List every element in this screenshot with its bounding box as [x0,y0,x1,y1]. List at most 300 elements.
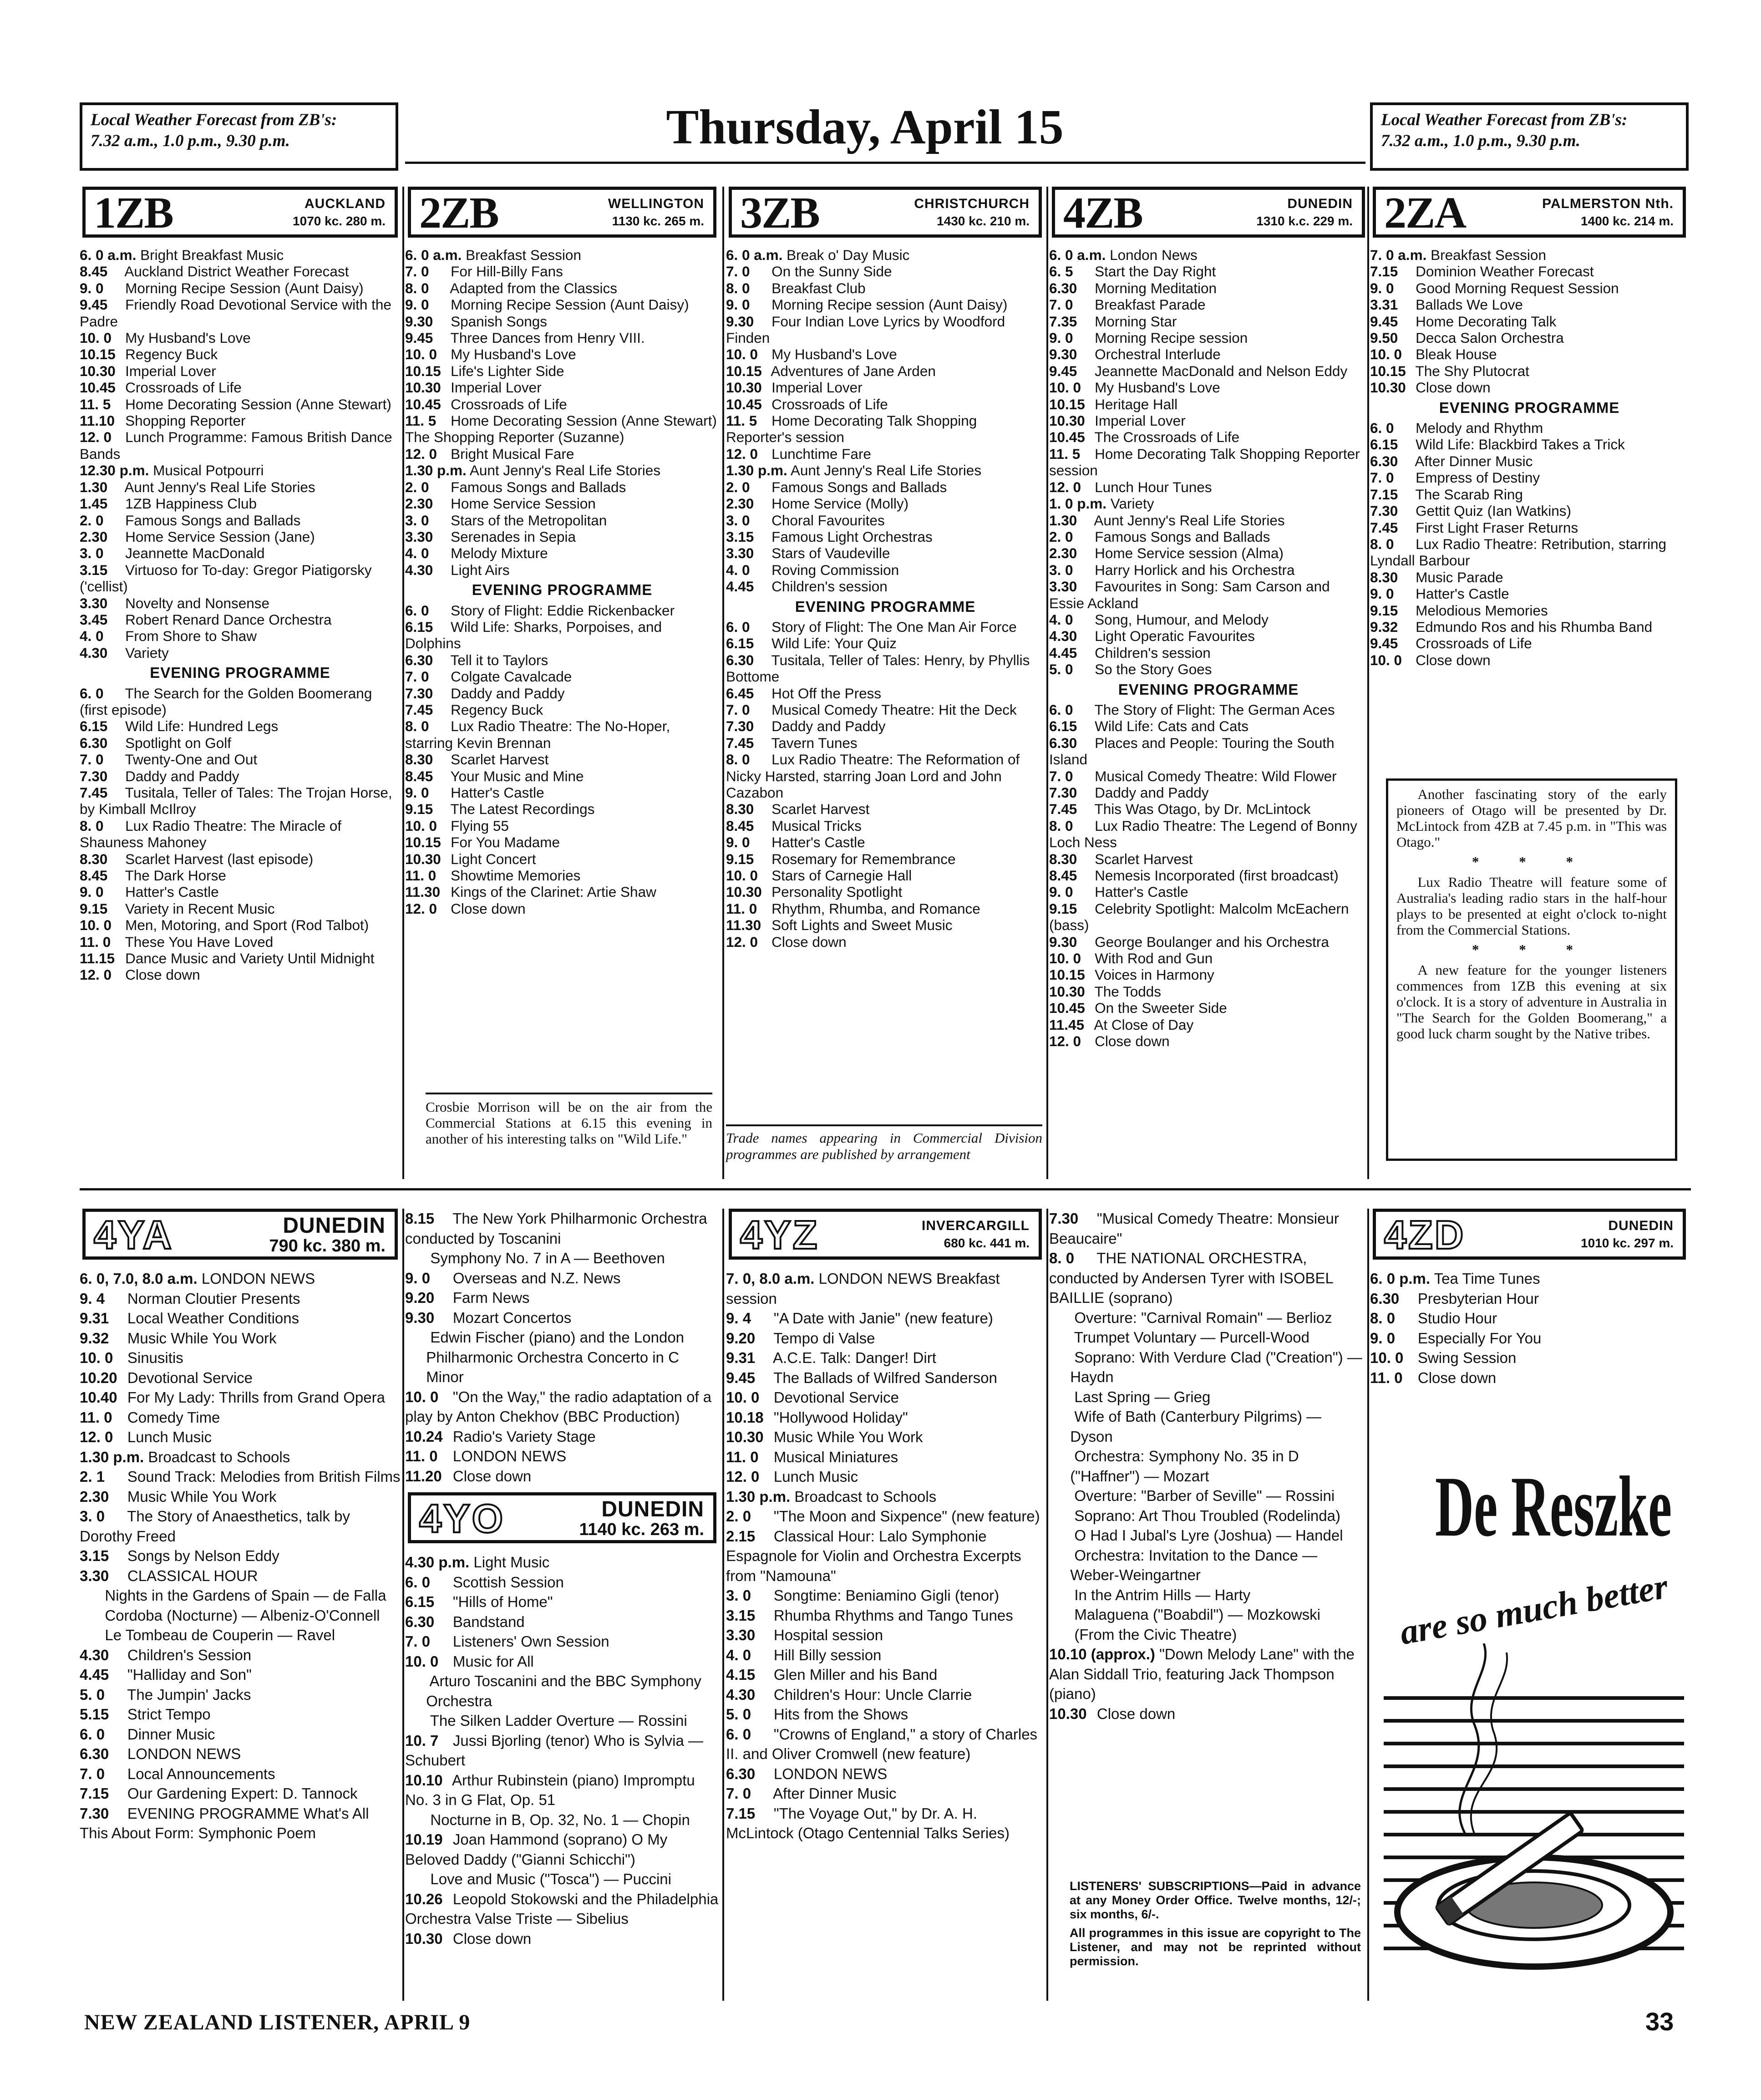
programme-title: Lux Radio Theatre: The No-Hoper, starring Kevin Brennan [405,718,670,751]
programme-time: 7.45 [1049,801,1077,818]
programme-item [1049,346,1368,362]
programme-title: Close down [448,1467,532,1485]
programme-item [405,479,719,495]
programme-time: 1.30 p.m. [405,462,467,479]
station-city: WELLINGTON [608,196,704,211]
programme-time: 8.45 [1049,867,1077,884]
programme-time: 7. 0 [1049,296,1073,313]
programme-item [1049,768,1368,784]
programme-time: 4.30 [80,644,108,661]
programme-time: 3.15 [726,528,754,545]
programme-title: Serenades in Sepia [447,528,576,545]
programme-time: 4. 0 [405,545,429,562]
programme-time: 9.50 [1370,330,1398,346]
station-call-sign: 4ZD [1384,1212,1466,1257]
programme-item [80,346,401,362]
subscriptions-note [1070,1879,1361,1973]
station-header [82,1209,398,1260]
programme-time: 11. 5 [1049,445,1081,462]
programme-item [1049,645,1368,661]
programme-item [80,735,401,751]
programme-time: 3.45 [80,611,108,628]
programme-item [80,1645,401,1665]
programme-item [405,685,719,702]
programme-title: The Ballads of Wilfred Sanderson [769,1369,997,1386]
programme-item [80,645,401,661]
programme-item [405,1308,719,1328]
programme-item [80,884,401,900]
programme-title: Music for All [448,1653,534,1670]
programme-title: LONDON NEWS [197,1270,315,1287]
programme-time: 7.30 [80,1805,109,1822]
station-call-sign: 4YA [94,1212,174,1257]
programme-title: Studio Hour [1413,1310,1497,1327]
programme-title: Personality Spotlight [767,884,903,900]
programme-title: Life's Lighter Side [447,362,564,379]
programme-title: Children's session [1091,644,1211,661]
programme-title: Showtime Memories [447,867,581,884]
programme-title: Home Service session (Alma) [1091,545,1284,562]
programme-item [405,263,719,280]
programme-time: 10. 0 [726,867,758,884]
programme-title: A.C.E. Talk: Danger! Dirt [769,1349,936,1366]
programme-title: Close down [767,933,847,950]
programme-title: Children's session [767,578,888,595]
programme-item [405,1810,719,1830]
programme-item [1049,884,1368,900]
programme-time: 10. 0 [80,917,112,934]
programme-title: "The Moon and Sixpence" (new feature) [769,1508,1040,1525]
programme-title: Home Service (Molly) [767,495,909,512]
programme-item [80,900,401,917]
programme-item [405,1770,719,1810]
programme-time: 7.30 [80,768,108,784]
programme-title: Soprano: With Verdure Clad ("Creation") — Haydn [1070,1348,1362,1385]
programme-item [405,619,719,652]
programme-time: 3. 0 [405,512,429,529]
programme-title: Hatter's Castle [1091,884,1188,900]
programme-title: Musical Miniatures [769,1448,898,1465]
programme-item [726,801,1045,817]
programme-item [80,1566,401,1586]
programme-item [405,562,719,578]
programme-item [1370,263,1689,280]
programme-title: At Close of Day [1091,1016,1194,1033]
programme-time: 9. 0 [80,280,104,296]
programme-item [80,280,401,296]
programme-title: Tell it to Taylors [447,651,548,668]
programme-title: Aunt Jenny's Real Life Stories [121,478,315,495]
programme-item [80,1328,401,1348]
programme-time: 2. 0 [1049,528,1073,545]
programme-title: Roving Commission [767,561,899,578]
programme-title: Novelty and Nonsense [121,595,270,611]
programme-title: Bright Musical Fare [447,445,574,462]
programme-title: Overture: "Carnival Romain" — Berlioz [1070,1309,1332,1326]
programme-item [80,429,401,462]
programme-item [80,867,401,884]
programme-item [1049,296,1368,313]
programme-item [726,652,1045,685]
programme-item [80,562,401,595]
programme-item [1370,453,1689,469]
programme-title: The Dark Horse [121,867,226,884]
programme-time: 11. 0 [1370,1369,1403,1386]
programme-title: Light Music [469,1554,550,1571]
station-frequency: 790 kc. 380 m. [269,1236,386,1256]
station-header [729,1209,1042,1260]
programme-time: 4.30 p.m. [405,1554,470,1571]
programme-item [1370,585,1689,602]
programme-time: 7.35 [1049,313,1077,330]
programme-time: 2. 0 [80,512,104,529]
programme-time: 7. 0 [1370,469,1394,486]
programme-item [80,1685,401,1705]
programme-title: Norman Cloutier Presents [123,1290,300,1307]
programme-time: 6.30 [726,1765,756,1782]
programme-time: 9. 4 [726,1310,751,1327]
programme-time: 6. 0 [405,1573,431,1591]
programme-item [80,1408,401,1428]
evening-programme-heading: EVENING PROGRAMME [795,598,976,615]
programme-item [726,1784,1045,1804]
programme-item [726,313,1045,346]
programme-title: So the Story Goes [1091,661,1212,678]
programme-title: Close down [1092,1705,1176,1722]
programme-time: 7. 0 [405,263,429,280]
programme-item [1049,1017,1368,1033]
section-rule [80,1188,1691,1190]
programme-time: 11. 5 [405,412,436,429]
programme-item [1049,966,1368,983]
programme-title: The Crossroads of Life [1091,429,1240,446]
programme-title: Daddy and Paddy [447,685,565,702]
programme-item [1370,330,1689,346]
programme-item [405,363,719,379]
weather-forecast-times: 7.32 a.m., 1.0 p.m., 9.30 p.m. [1381,132,1580,150]
programme-title: LONDON NEWS Breakfast session [726,1270,1000,1307]
programme-item [726,884,1045,900]
weather-forecast-title: Local Weather Forecast from ZB's: [1381,111,1628,129]
programme-title: Melody and Rhythm [1411,420,1543,437]
programme-title: Colgate Cavalcade [447,668,572,685]
programme-item [1049,512,1368,529]
programme-time: 9. 0 [1049,330,1073,346]
station-city: DUNEDIN [283,1214,386,1238]
programme-time: 4. 0 [726,1646,751,1663]
programme-time: 9.30 [405,1309,435,1326]
programme-title: Bandstand [448,1613,525,1630]
programme-item [80,685,401,718]
programme-time: 6.30 [405,651,433,668]
programme-item [1049,363,1368,379]
programme-time: 2.15 [726,1527,756,1545]
programme-time: 3.30 [726,1627,756,1643]
programme-title: Overture: "Barber of Seville" — Rossini [1070,1487,1335,1504]
publication-footer: NEW ZEALAND LISTENER, APRIL 9 [84,2010,471,2034]
programme-item [405,1572,719,1592]
programme-time: 11.15 [80,950,115,967]
programme-time: 12. 0 [726,933,758,950]
programme-title: Lux Radio Theatre: The Reformation of Nicky Harsted, starring Joan Lord and John Cazabon [726,751,1020,801]
programme-item [1049,429,1368,445]
station-column-4yz [726,1209,1045,2001]
programme-item [405,751,719,768]
programme-item [405,818,719,834]
station-column-4ya-cont-4yo [405,1209,719,2001]
programme-time: 11.45 [1049,1016,1085,1033]
programme-title: Strict Tempo [123,1706,211,1723]
programme-title: Songs by Nelson Eddy [123,1547,279,1564]
programme-title: Close down [448,1930,532,1947]
programme-item [405,768,719,784]
programme-item [405,1929,719,1949]
programme-item [405,412,719,446]
station-call-sign: 4ZB [1063,188,1142,238]
programme-time: 6.30 [1049,280,1077,296]
programme-item [1049,412,1368,429]
programme-title: Scarlet Harvest [1091,850,1193,867]
programme-time: 9. 0 [405,784,429,801]
programme-title: Song, Humour, and Melody [1091,611,1269,628]
programme-title: Robert Renard Dance Orchestra [121,611,332,628]
programme-time: 3.30 [1049,578,1077,595]
programme-title: Tempo di Valse [769,1329,875,1347]
programme-time: 12. 0 [726,1468,760,1485]
programme-item [1049,1525,1365,1546]
programme-title: Regency Buck [447,701,543,718]
programme-item [80,1704,401,1724]
programme-title: Rosemary for Remembrance [767,850,956,867]
programme-title: For You Madame [447,834,560,851]
programme-time: 9.31 [726,1349,756,1366]
programme-time: 8. 0 [726,751,750,768]
programme-title: Listeners' Own Session [448,1633,609,1650]
programme-time: 10.15 [1370,362,1406,379]
programme-time: 8.30 [726,801,754,818]
programme-title: Wife of Bath (Canterbury Pilgrims) — Dyson [1070,1408,1322,1445]
programme-item [80,462,401,478]
station-call-sign: 4YO [419,1496,505,1541]
programme-item [80,1348,401,1368]
programme-item [405,1711,719,1731]
programme-title: The Story of Anaesthetics, talk by Dorothy Freed [80,1508,350,1545]
programme-title: Tusitala, Teller of Tales: The Trojan Horse, by Kimball McIlroy [80,784,392,818]
programme-item [80,784,401,818]
programme-time: 8.45 [405,768,433,784]
station-city: INVERCARGILL [922,1218,1030,1233]
programme-item [405,1268,719,1288]
programme-item [80,966,401,983]
programme-item [80,1625,401,1645]
programme-item [80,495,401,512]
programme-item [1049,735,1368,768]
cigarette-ashtray-icon [1375,1643,1693,2008]
programme-title: Lunch Music [123,1429,212,1445]
programme-title: The Story of Flight: The German Aces [1091,701,1335,718]
programme-title: Famous Songs and Ballads [121,512,301,529]
programme-item [80,1467,401,1487]
station-header [1373,1209,1686,1260]
programme-time: 10.10 (approx.) [1049,1646,1155,1663]
programme-title: The Latest Recordings [447,801,595,818]
programme-item [405,1652,719,1672]
programme-time: 10.15 [1049,966,1085,983]
programme-title: Orchestral Interlude [1091,346,1221,363]
programme-title: In the Antrim Hills — Harty [1070,1586,1251,1603]
programme-item [726,1467,1045,1487]
programme-time: 9.20 [405,1289,435,1306]
programme-item [80,545,401,561]
programme-item [405,446,719,462]
programme-title: Nemesis Incorporated (first broadcast) [1091,867,1339,884]
programme-item [726,379,1045,396]
programme-title: Crossroads of Life [767,396,888,412]
programme-time: 10. 0 [405,1388,439,1405]
programme-time: 10.30 [1049,1705,1087,1722]
programme-time: 10.45 [1049,1000,1085,1017]
programme-time: 7. 0 [80,751,104,768]
programme-time: 3.15 [80,561,108,578]
programme-title: Home Decorating Session (Anne Stewart) [121,396,391,412]
programme-time: 11. 0 [80,933,111,950]
programme-title: Morning Meditation [1091,280,1217,296]
programme-time: 8.45 [80,867,108,884]
programme-time: 11. 0 [726,1448,759,1465]
column-divider [1367,187,1369,1179]
programme-time: 9. 0 [1049,884,1073,900]
programme-title: Melodious Memories [1411,602,1548,619]
programme-title: Hatter's Castle [121,884,219,900]
programme-time: 9. 0 [1370,1329,1396,1347]
programme-item [726,1606,1045,1626]
column-divider [402,1209,404,2001]
programme-time: 2.30 [726,495,754,512]
programme-time: 6. 0 a.m. [405,247,462,263]
programme-item [1370,569,1689,585]
programme-item [405,462,719,478]
programme-title: Classical Hour: Lalo Symphonie Espagnole for Violin and Orchestra Excerpts from "Namouna" [726,1527,1021,1584]
programme-item [1049,1387,1365,1407]
programme-title: Arturo Toscanini and the BBC Symphony Orchestra [426,1673,701,1709]
programme-time: 7. 0 [405,668,429,685]
programme-title: Close down [121,966,200,983]
programme-title: Variety [121,644,169,661]
programme-item [1370,635,1689,651]
programme-time: 4.15 [726,1666,756,1683]
programme-time: 9.30 [726,313,754,330]
programme-item [1049,562,1368,578]
programme-title: For My Lady: Thrills from Grand Opera [123,1389,385,1406]
programme-item [405,668,719,685]
programme-item [80,818,401,851]
programme-title: Breakfast Session [1426,247,1546,263]
programme-title: Sinusitis [123,1349,183,1366]
programme-time: 3.30 [726,545,754,562]
programme-item [726,280,1045,296]
programme-item [405,1427,719,1447]
programme-title: Scarlet Harvest (last episode) [121,850,314,867]
programme-time: 9.45 [80,296,108,313]
programme-time: 10.30 [405,379,441,396]
programme-title: Home Decorating Talk Shopping Reporter session [1049,445,1360,479]
station-frequency: 1140 kc. 263 m. [579,1520,704,1539]
station-frequency: 1430 kc. 210 m. [937,214,1030,228]
programme-time: 7. 0 [726,701,750,718]
programme-title: Choral Favourites [767,512,885,529]
programme-title: Regency Buck [121,346,218,363]
programme-item [1370,296,1689,313]
programme-time: 9.45 [405,330,433,346]
column-divider [1367,1209,1369,2001]
programme-title: After Dinner Music [1411,453,1533,469]
column-divider [1046,187,1048,1179]
programme-title: Musical Tricks [767,817,862,834]
programme-title: The Silken Ladder Overture — Rossini [426,1712,687,1729]
programme-time: 11. 0 [405,1448,438,1464]
programme-title: Virtuoso for To-day: Gregor Piatigorsky ('cellist) [80,561,372,595]
programme-item [80,1289,401,1309]
programme-item [726,363,1045,379]
programme-title: 1ZB Happiness Club [121,495,257,512]
programme-title: Four Indian Love Lyrics by Woodford Finden [726,313,1005,346]
programme-title: Lunchtime Fare [767,445,871,462]
programme-title: Imperial Lover [1091,412,1186,429]
programme-time: 10.30 [1049,983,1085,1000]
programme-time: 5. 0 [80,1686,105,1703]
column-divider [1046,1209,1048,2001]
programme-time: 2.30 [1049,545,1077,562]
programme-item [80,1506,401,1546]
programme-item [1049,379,1368,396]
programme-title: Stars of the Metropolitan [447,512,607,529]
programme-time: 11.20 [405,1467,442,1485]
programme-item [80,1487,401,1507]
page-number: 33 [1645,2007,1674,2036]
station-city: CHRISTCHURCH [914,196,1030,211]
programme-time: 6. 0 [80,685,104,702]
programme-title: On the Sunny Side [767,263,892,280]
programme-item [80,1269,401,1289]
programme-time: 3. 0 [726,1587,751,1604]
weather-forecast-title: Local Weather Forecast from ZB's: [91,111,337,129]
programme-time: 6.30 [80,734,108,751]
programme-item [1049,545,1368,561]
programme-title: Spanish Songs [447,313,547,330]
programme-time: 4. 0 [1049,611,1073,628]
programme-time: 3. 0 [80,1508,105,1525]
programme-title: Close down [1413,1369,1497,1386]
programme-time: 6. 0 a.m. [726,247,783,263]
programme-item [1049,280,1368,296]
programme-time: 1. 0 p.m. [1049,495,1107,512]
programme-title: Love and Music ("Tosca") — Puccini [426,1871,671,1887]
programme-title: Breakfast Club [767,280,866,296]
station-call-sign: 3ZB [740,188,819,238]
programme-item [1049,950,1368,966]
programme-title: Home Service Session [447,495,596,512]
station-call-sign: 2ZA [1384,188,1466,238]
programme-time: 10. 0 [405,346,437,363]
programme-title: Farm News [448,1289,530,1306]
programme-title: Local Weather Conditions [123,1310,299,1327]
programme-title: Last Spring — Grieg [1070,1388,1211,1405]
programme-time: 6.15 [405,618,433,635]
programme-title: "Hills of Home" [448,1593,553,1610]
programme-time: 2. 0 [726,1508,751,1525]
programme-item [405,280,719,296]
programme-time: 9.30 [1049,933,1077,950]
